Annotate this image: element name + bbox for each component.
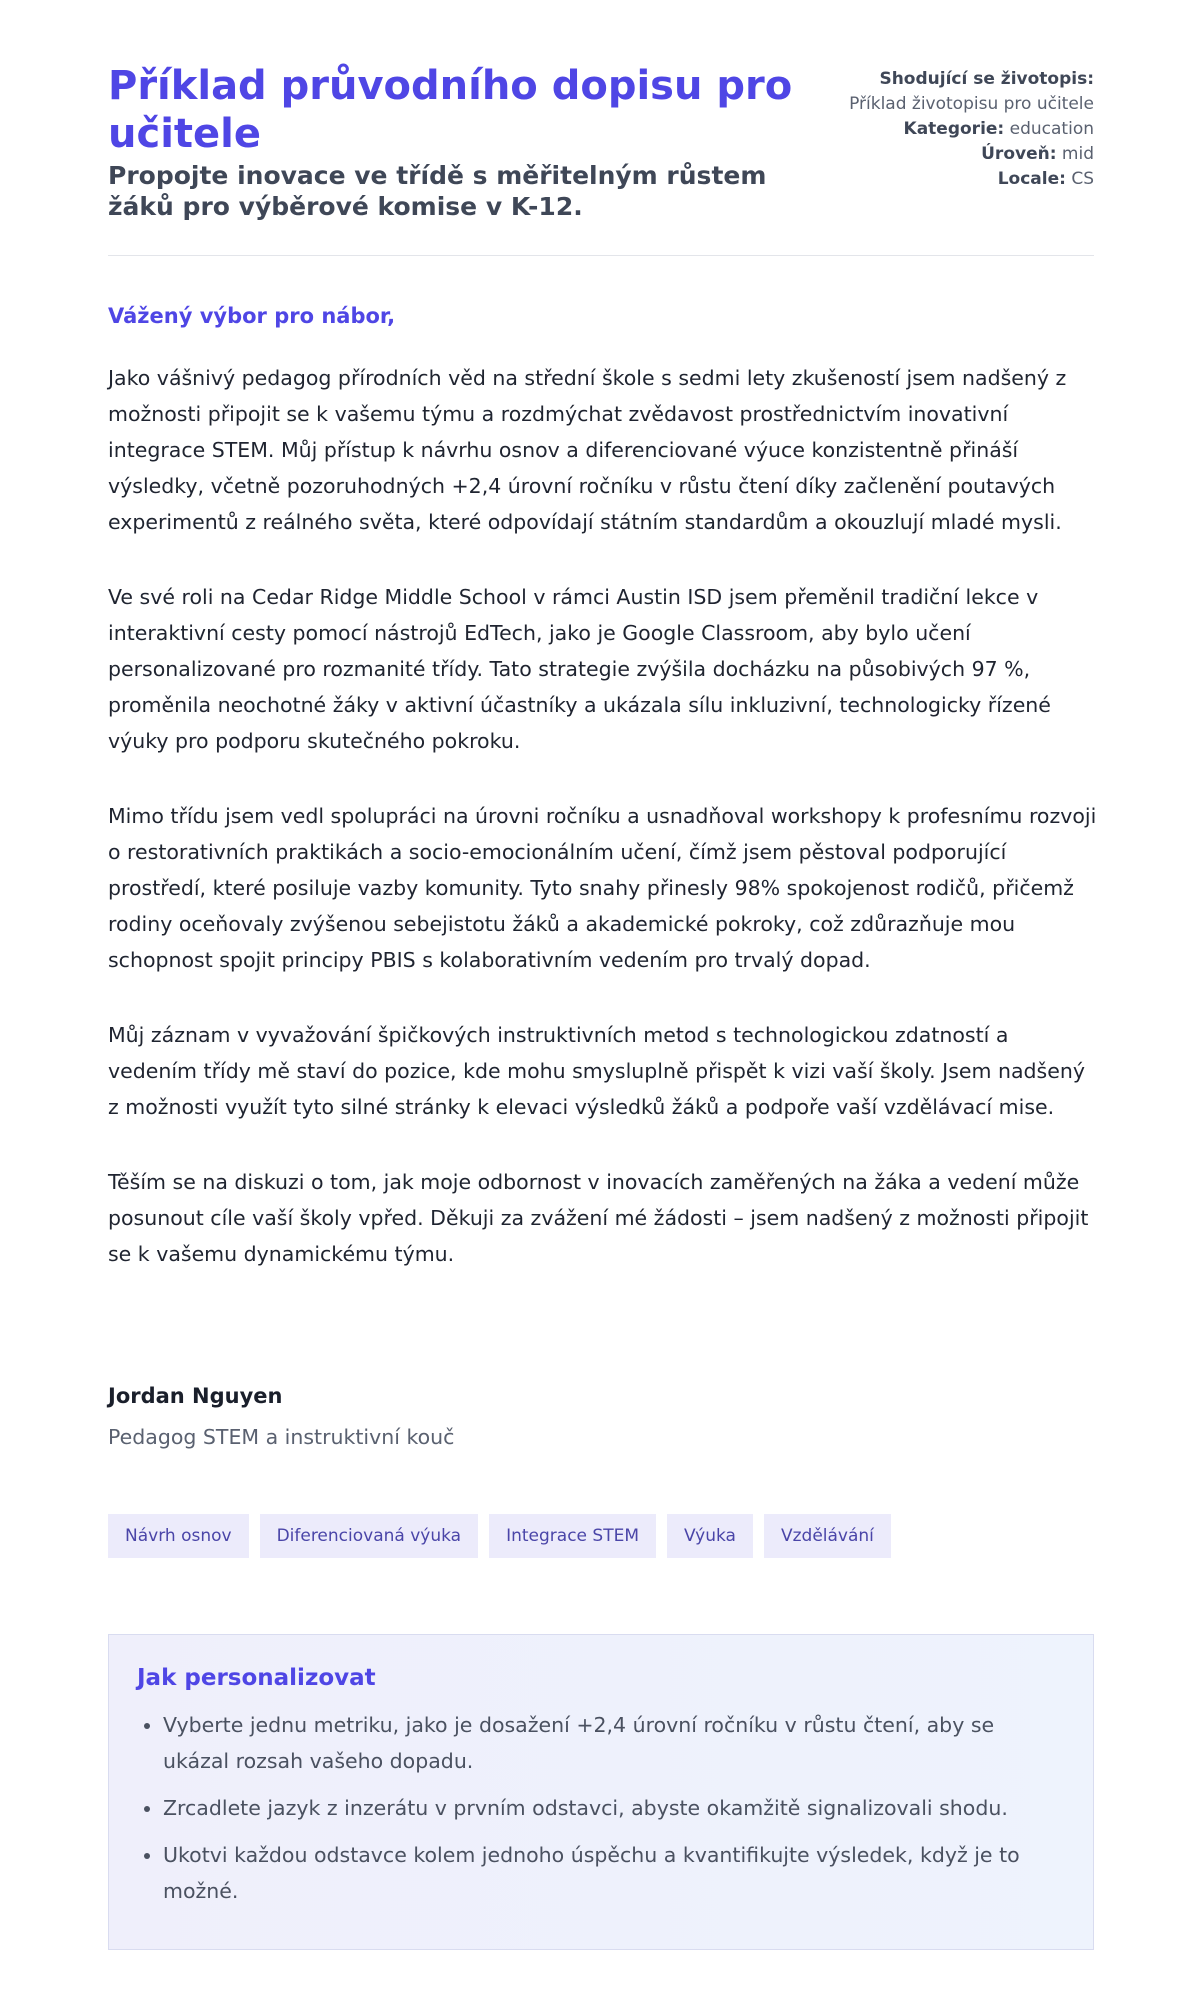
signature-name: Jordan Nguyen	[108, 1384, 283, 1408]
meta-category-label: Kategorie:	[903, 119, 1005, 139]
tip-item: • Vyberte jednu metriku, jako je dosažení +2,4 úrovní ročníku v růstu čtení, aby se ukázal rozsah vašeho dopadu.	[163, 1707, 1065, 1779]
tip-item: • Ukotvi každou odstavce kolem jednoho úspěchu a kvantifikujte výsledek, když je to možné.	[163, 1837, 1065, 1909]
meta-resume	[849, 67, 1094, 92]
personalization-tips	[108, 1634, 1094, 1950]
tip-item: • Zrcadlete jazyk z inzerátu v prvním odstavci, abyste okamžitě signalizovali shodu.	[163, 1790, 1065, 1826]
meta-resume-label: Shodující se životopis:	[879, 69, 1094, 89]
letter-paragraph-5: Těším se na diskuzi o tom, jak moje odbornost v inovacích zaměřených na žáka a vedení může posunout cíle vaší školy vpřed. Děkuji za zvážení mé žádosti – jsem nadšený z možnosti připojit se k vašemu dynamickému týmu.	[108, 1170, 1089, 1266]
meta-level	[849, 142, 1094, 167]
letter-greeting: Vážený výbor pro nábor,	[108, 304, 396, 328]
meta-locale-value: CS	[1071, 169, 1094, 189]
meta-category	[849, 117, 1094, 142]
tag-list	[108, 1514, 891, 1558]
tag-stem-integration[interactable]: Integrace STEM	[489, 1514, 656, 1558]
page-subtitle: Propojte inovace ve třídě s měřitelným růstem žáků pro výběrové komise v K-12.	[108, 161, 767, 221]
page-title: Příklad průvodního dopisu pro učitele	[108, 63, 793, 157]
letter-paragraph-2: Ve své roli na Cedar Ridge Middle School v rámci Austin ISD jsem přeměnil tradiční lekce v interaktivní cesty pomocí nástrojů EdTech, jako je Google Classroom, aby bylo učení personalizované pro rozmanité třídy. Tato strategie zvýšila docházku na působivých 97 %, proměnila neochotné žáky v aktivní účastníky a ukázala sílu inkluzivní, technologicky řízené výuky pro podporu skutečného pokroku.	[108, 585, 1051, 753]
tips-list	[137, 1707, 1065, 1909]
header-divider	[108, 255, 1094, 256]
meta-locale	[849, 167, 1094, 192]
page-header	[108, 62, 1094, 222]
letter-paragraph-1: Jako vášnivý pedagog přírodních věd na střední škole s sedmi lety zkušeností jsem nadšený z možnosti připojit se k vašemu týmu a rozdmýchat zvědavost prostřednictvím inovativní integrace STEM. Můj přístup k návrhu osnov a diferenciované výuce konzistentně přináší výsledky, včetně pozoruhodných +2,4 úrovní ročníku v růstu čtení díky začlenění poutavých experimentů z reálného světa, které odpovídají státním standardům a okouzlují mladé mysli.	[108, 366, 1067, 534]
meta-resume-value[interactable]: Příklad životopisu pro učitele	[849, 94, 1094, 114]
signature	[108, 1380, 454, 1453]
meta-locale-label: Locale:	[997, 169, 1066, 189]
tag-teaching[interactable]: Výuka	[667, 1514, 753, 1558]
letter-body	[108, 360, 1098, 1311]
meta-level-label: Úroveň:	[981, 144, 1057, 164]
meta-resume-link-row	[849, 92, 1094, 117]
letter-paragraph-3: Mimo třídu jsem vedl spolupráci na úrovni ročníku a usnadňoval workshopy k profesnímu rozvoji o restorativních praktikách a socio-emocionálním učení, čímž jsem pěstoval podporující prostředí, které posiluje vazby komunity. Tyto snahy přinesly 98% spokojenost rodičů, přičemž rodiny oceňovaly zvýšenou sebejistotu žáků a akademické pokroky, což zdůrazňuje mou schopnost spojit principy PBIS s kolaborativním vedením pro trvalý dopad.	[108, 804, 1097, 972]
meta-level-value: mid	[1061, 144, 1094, 164]
tag-education[interactable]: Vzdělávání	[764, 1514, 891, 1558]
title-block	[108, 62, 828, 222]
meta-category-value: education	[1009, 119, 1094, 139]
signature-role: Pedagog STEM a instruktivní kouč	[108, 1425, 455, 1449]
tag-curriculum-design[interactable]: Návrh osnov	[108, 1514, 249, 1558]
meta-panel	[849, 62, 1094, 222]
tips-title: Jak personalizovat	[137, 1665, 376, 1691]
letter-paragraph-4: Můj záznam v vyvažování špičkových instruktivních metod s technologickou zdatností a vedením třídy mě staví do pozice, kde mohu smysluplně přispět k vizi vaší školy. Jsem nadšený z možnosti využít tyto silné stránky k elevaci výsledků žáků a podpoře vaší vzdělávací mise.	[108, 1023, 1085, 1119]
tag-differentiated-instruction[interactable]: Diferenciovaná výuka	[260, 1514, 479, 1558]
